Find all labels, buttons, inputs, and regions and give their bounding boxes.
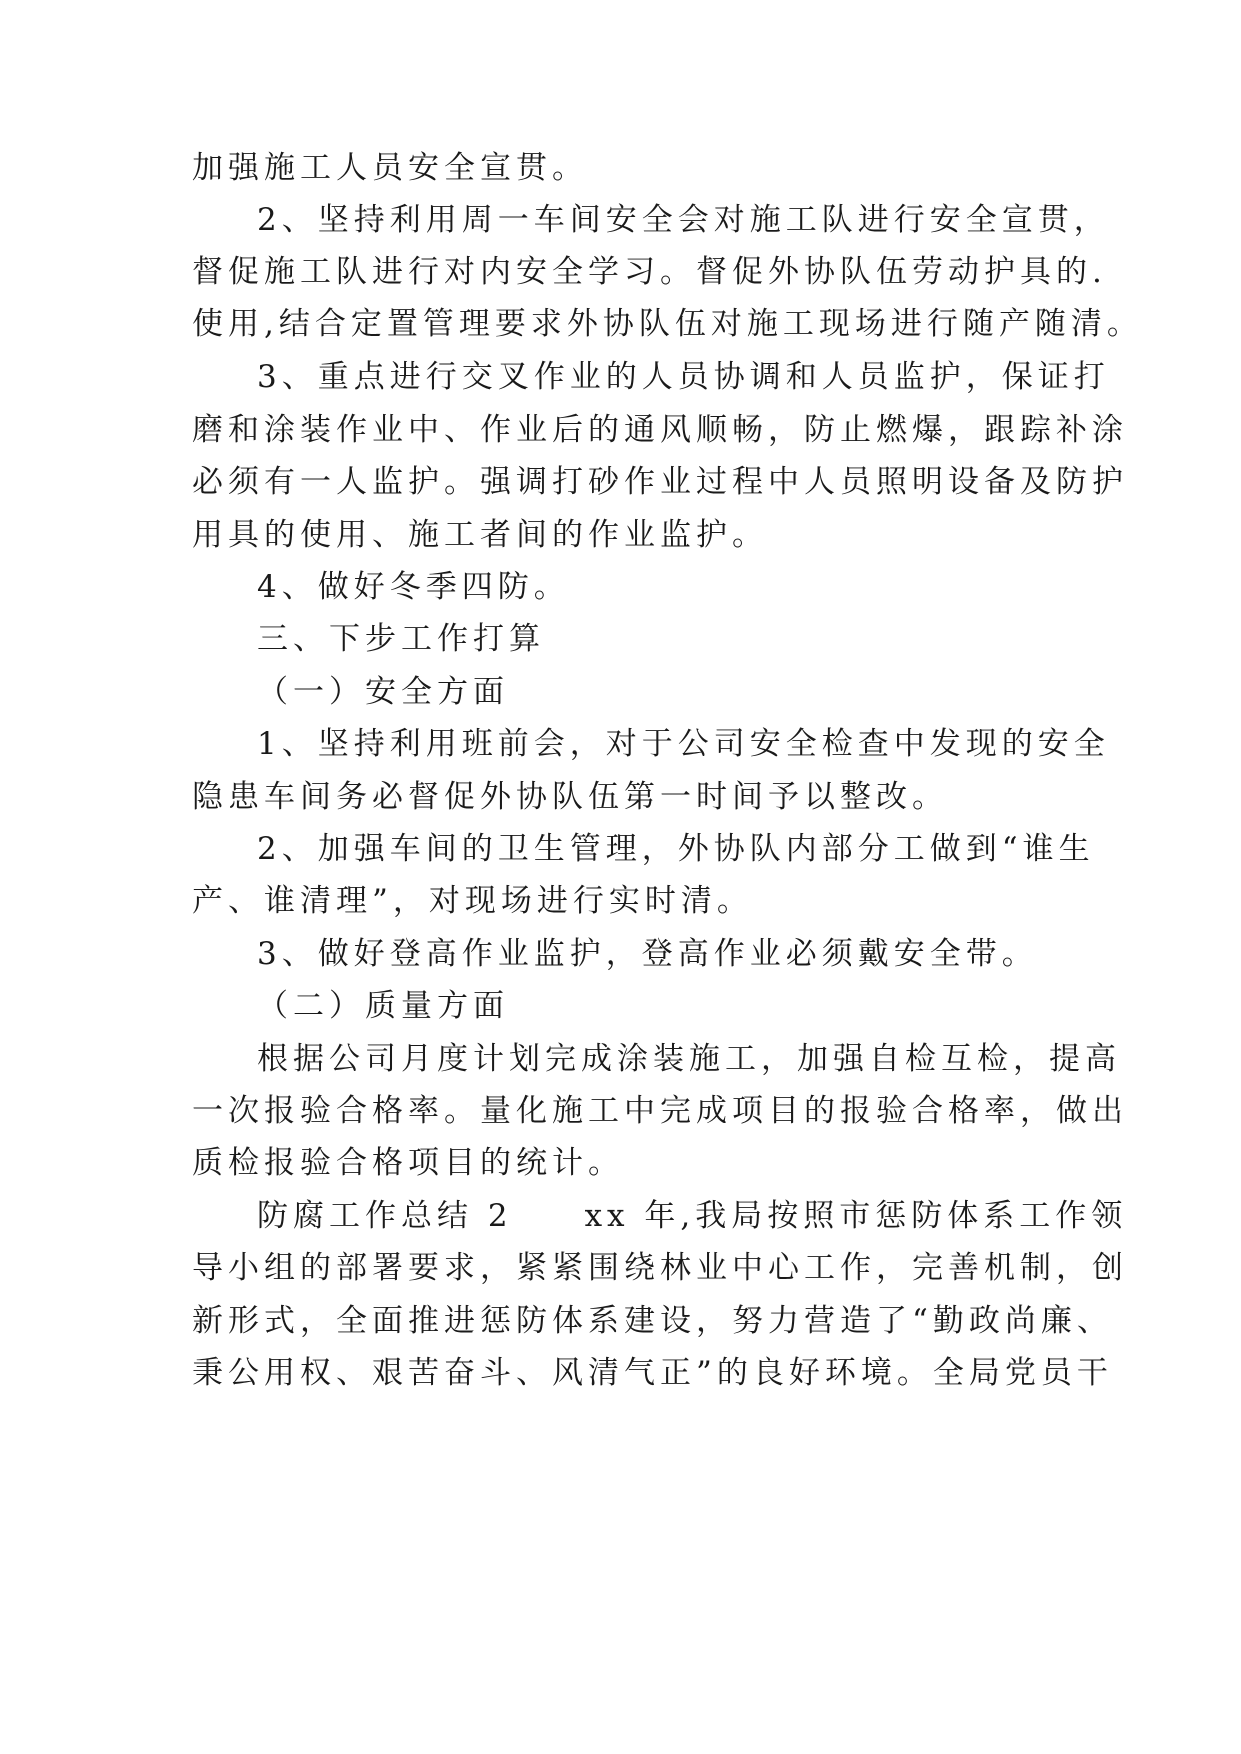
subsection-heading: （一）安全方面 [257,674,509,710]
text-line: 3、做好登高作业监护，登高作业必须戴安全带。 [257,936,1038,972]
text-line: 加强施工人员安全宣贯。 [192,150,588,186]
text-line: 防腐工作总结 2 xx 年,我局按照市惩防体系工作领 [257,1198,1128,1234]
text-line: 隐患车间务必督促外协队伍第一时间予以整改。 [192,779,948,815]
text-line: 3、重点进行交叉作业的人员协调和人员监护，保证打 [257,359,1110,395]
text-line: 导小组的部署要求，紧紧围绕林业中心工作，完善机制，创 [192,1250,1128,1286]
subsection-heading: （二）质量方面 [257,988,509,1024]
text-line: 督促施工队进行对内安全学习。督促外协队伍劳动护具的. [192,254,1107,290]
text-line: 一次报验合格率。量化施工中完成项目的报验合格率，做出 [192,1093,1128,1129]
text-line: 根据公司月度计划完成涂装施工，加强自检互检，提高 [257,1041,1121,1077]
text-line: 磨和涂装作业中、作业后的通风顺畅，防止燃爆，跟踪补涂 [192,412,1128,448]
text-line: 4、做好冬季四防。 [257,569,570,605]
text-line: 1、坚持利用班前会，对于公司安全检查中发现的安全 [257,726,1110,762]
text-line: 质检报验合格项目的统计。 [192,1145,624,1181]
section-heading: 三、下步工作打算 [257,621,545,657]
text-line: 必须有一人监护。强调打砂作业过程中人员照明设备及防护 [192,464,1128,500]
text-line: 使用,结合定置管理要求外协队伍对施工现场进行随产随清。 [192,306,1143,342]
text-line: 2、坚持利用周一车间安全会对施工队进行安全宣贯， [257,202,1110,238]
text-line: 秉公用权、艰苦奋斗、风清气正”的良好环境。全局党员干 [192,1355,1113,1391]
text-line: 产、谁清理”，对现场进行实时清。 [192,883,753,919]
text-line: 新形式，全面推进惩防体系建设，努力营造了“勤政尚廉、 [192,1303,1113,1339]
text-line: 用具的使用、施工者间的作业监护。 [192,517,768,553]
text-line: 2、加强车间的卫生管理，外协队内部分工做到“谁生 [257,831,1095,867]
